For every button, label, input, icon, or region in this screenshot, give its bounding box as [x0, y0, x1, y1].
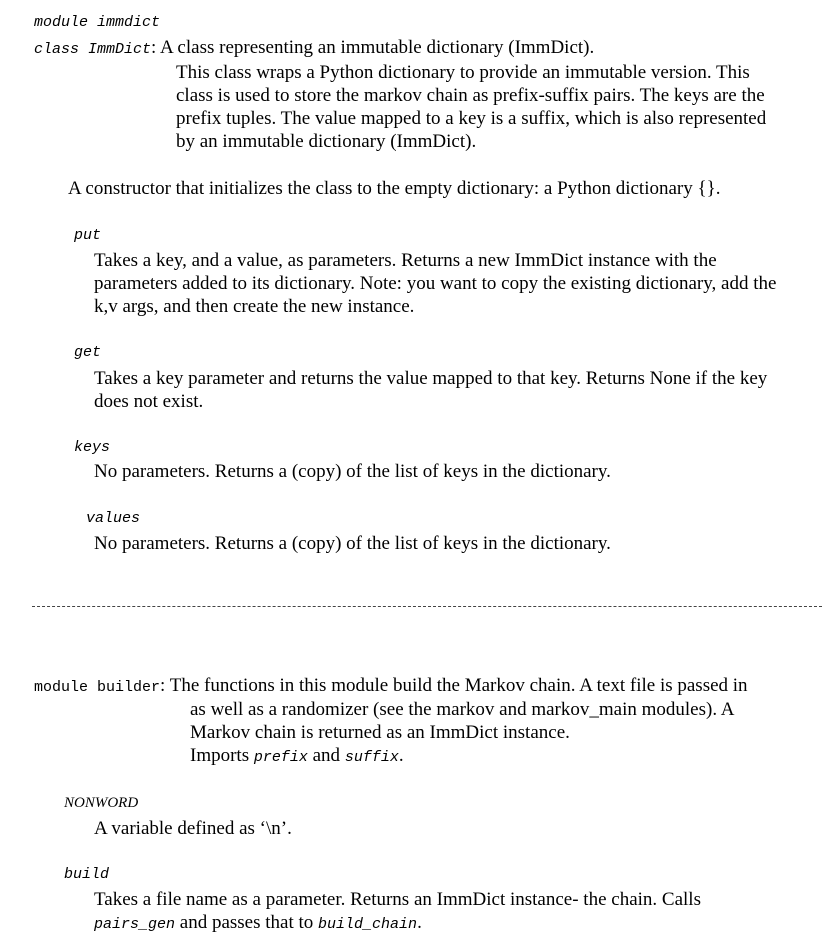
class-immdict-header: [34, 36, 594, 59]
description-line: No parameters. Returns a (copy) of the list of keys in the dictionary.: [94, 533, 611, 554]
code-pairs-gen: pairs_gen: [94, 916, 176, 933]
constructor-description: A constructor that initializes the class to the empty dictionary: a Python dictionary {}.: [68, 178, 721, 199]
description-line: does not exist.: [94, 391, 204, 412]
section-divider: [32, 606, 822, 607]
module-builder-description: [190, 698, 735, 769]
description-line: [94, 911, 701, 936]
import-prefix: prefix: [253, 749, 308, 766]
description-line: Takes a key, and a value, as parameters. Returns a new ImmDict instance with the: [94, 250, 717, 271]
method-put-name: put: [74, 227, 102, 244]
description-line: by an immutable dictionary (ImmDict).: [176, 131, 477, 152]
method-keys-name: keys: [74, 439, 111, 456]
description-line: No parameters. Returns a (copy) of the list of keys in the dictionary.: [94, 461, 611, 482]
imports-line: [190, 744, 735, 769]
build-mid-text: and passes that to: [175, 912, 319, 933]
imports-end: .: [398, 745, 404, 766]
class-immdict-summary: : A class representing an immutable dictionary (ImmDict).: [151, 37, 595, 58]
imports-and: and: [307, 745, 345, 766]
method-get-name: get: [74, 344, 102, 361]
method-values-name: values: [86, 510, 141, 527]
method-values-description: [94, 532, 611, 555]
module-builder-header: [34, 674, 748, 697]
module-builder-summary: : The functions in this module build the Markov chain. A text file is passed in: [160, 675, 748, 696]
module-builder-label: module builder: [34, 679, 161, 696]
description-line: prefix tuples. The value mapped to a key is a suffix, which is also represented: [176, 108, 767, 129]
method-keys-description: [94, 460, 611, 483]
module-immdict-label: module immdict: [34, 14, 161, 31]
description-line: Takes a file name as a parameter. Returns an ImmDict instance- the chain. Calls: [94, 889, 701, 910]
import-suffix: suffix: [344, 749, 399, 766]
function-build-description: [94, 888, 701, 936]
build-end-text: .: [417, 912, 422, 933]
description-line: This class wraps a Python dictionary to provide an immutable version. This: [176, 62, 750, 83]
method-put-description: [94, 249, 776, 318]
method-get-description: [94, 367, 767, 413]
description-line: class is used to store the markov chain as prefix-suffix pairs. The keys are the: [176, 85, 765, 106]
function-build-name: build: [64, 866, 110, 883]
imports-text: Imports: [190, 745, 254, 766]
variable-nonword-name: NONWORD: [64, 795, 139, 811]
description-line: Markov chain is returned as an ImmDict instance.: [190, 722, 570, 743]
description-line: k,v args, and then create the new instance.: [94, 296, 415, 317]
class-immdict-description: [176, 61, 766, 153]
description-line: parameters added to its dictionary. Note: you want to copy the existing dictionary, add the: [94, 273, 777, 294]
description-line: as well as a randomizer (see the markov and markov_main modules). A: [190, 699, 735, 720]
class-immdict-label: class ImmDict: [34, 41, 152, 58]
code-build-chain: build_chain: [318, 916, 418, 933]
variable-nonword-description: A variable defined as ‘\n’.: [94, 818, 292, 839]
description-line: Takes a key parameter and returns the value mapped to that key. Returns None if the key: [94, 368, 768, 389]
